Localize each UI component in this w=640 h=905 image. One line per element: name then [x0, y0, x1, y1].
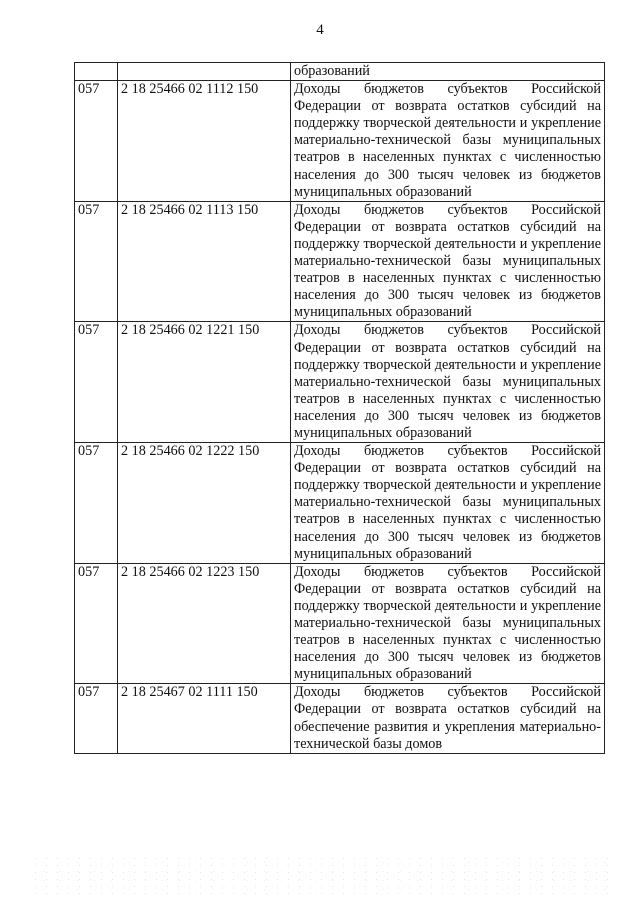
- kbk-code-cell: 2 18 25466 02 1221 150: [118, 322, 291, 443]
- table-row: [75, 684, 605, 753]
- description-cell: Доходы бюджетов субъектов Российской Федерации от возврата остатков субсидий на обеспечение развития и укрепления материально-технической базы домов: [291, 684, 605, 753]
- kbk-code-cell: [118, 63, 291, 81]
- kbk-code-cell: 2 18 25466 02 1112 150: [118, 81, 291, 202]
- table-body: [75, 63, 605, 754]
- kbk-code-cell: 2 18 25466 02 1113 150: [118, 201, 291, 322]
- description-cell: Доходы бюджетов субъектов Российской Федерации от возврата остатков субсидий на поддержку творческой деятельности и укрепление материально-технической базы муниципальных театров в населенных пунктах с численностью населения до 300 тысяч человек из бюджетов муниципальных образований: [291, 322, 605, 443]
- table-row: [75, 201, 605, 322]
- admin-code-cell: 057: [75, 81, 118, 202]
- income-codes-table: [74, 62, 605, 754]
- description-cell: Доходы бюджетов субъектов Российской Федерации от возврата остатков субсидий на поддержку творческой деятельности и укрепление материально-технической базы муниципальных театров в населенных пунктах с численностью населения до 300 тысяч человек из бюджетов муниципальных образований: [291, 81, 605, 202]
- table-row-continuation: [75, 63, 605, 81]
- admin-code-cell: 057: [75, 684, 118, 753]
- admin-code-cell: 057: [75, 322, 118, 443]
- table-row: [75, 81, 605, 202]
- description-cell: образований: [291, 63, 605, 81]
- description-cell: Доходы бюджетов субъектов Российской Федерации от возврата остатков субсидий на поддержку творческой деятельности и укрепление материально-технической базы муниципальных театров в населенных пунктах с численностью населения до 300 тысяч человек из бюджетов муниципальных образований: [291, 443, 605, 564]
- scan-noise: [30, 855, 610, 895]
- admin-code-cell: 057: [75, 563, 118, 684]
- kbk-code-cell: 2 18 25466 02 1222 150: [118, 443, 291, 564]
- admin-code-cell: 057: [75, 443, 118, 564]
- table-row: [75, 563, 605, 684]
- kbk-code-cell: 2 18 25466 02 1223 150: [118, 563, 291, 684]
- table-row: [75, 322, 605, 443]
- admin-code-cell: [75, 63, 118, 81]
- description-cell: Доходы бюджетов субъектов Российской Федерации от возврата остатков субсидий на поддержку творческой деятельности и укрепление материально-технической базы муниципальных театров в населенных пунктах с численностью населения до 300 тысяч человек из бюджетов муниципальных образований: [291, 563, 605, 684]
- description-cell: Доходы бюджетов субъектов Российской Федерации от возврата остатков субсидий на поддержку творческой деятельности и укрепление материально-технической базы муниципальных театров в населенных пунктах с численностью населения до 300 тысяч человек из бюджетов муниципальных образований: [291, 201, 605, 322]
- table-row: [75, 443, 605, 564]
- page-number: 4: [316, 22, 324, 38]
- admin-code-cell: 057: [75, 201, 118, 322]
- kbk-code-cell: 2 18 25467 02 1111 150: [118, 684, 291, 753]
